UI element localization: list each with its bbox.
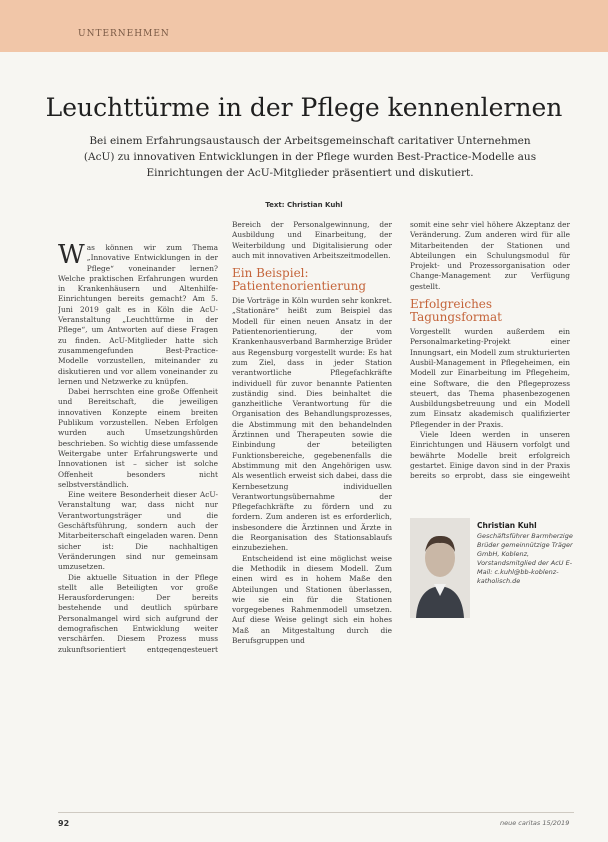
paragraph <box>58 243 218 387</box>
column-3 <box>410 220 570 482</box>
subheading: Ein Beispiel: Patientenorientierung <box>232 266 367 294</box>
section-label: UNTERNEHMEN <box>78 29 170 39</box>
author-text <box>477 521 577 586</box>
footer-divider <box>58 812 574 813</box>
paragraph-text: as können wir zum Thema „Innovative Entwicklungen in der Pflege“ voneinander lernen? Welche praktischen Erfahrungen wurden in Krankenhäusern und Altenhilfe-Einrichtungen bereits gemacht? Am 5. Juni 2019 galt es in Köln die AcU-Veranstaltung „Leuchttürme in der Pflege“, um Antworten auf diese Fragen zu finden. AcU-Mitglieder hatte sich zusammengefunden Best-Practice-Modelle vorzustellen, miteinander zu diskutieren und vor allem voneinander zu lernen und Netzwerke zu knüpfen. <box>58 243 218 386</box>
column-1 <box>58 243 218 653</box>
publication-info: neue caritas 15/2019 <box>500 819 570 827</box>
author-portrait-icon <box>410 518 470 618</box>
page-number: 92 <box>58 819 70 828</box>
column-2 <box>232 220 392 650</box>
header-band <box>0 0 608 52</box>
subheading: Erfolgreiches Tagungsformat <box>410 297 502 325</box>
article-deck: Bei einem Erfahrungsaustausch der Arbeitsgemeinschaft caritativer Unternehmen (AcU) zu innovativen Entwicklungen in der Pflege wurden Best-Practice-Modelle aus Einrichtungen der AcU-Mitglieder präsentiert und diskutiert. <box>83 135 537 179</box>
paragraph: Die Vorträge in Köln wurden sehr konkret. „Stationäre“ heißt zum Beispiel das Modell für einen neuen Ansatz in der Patientenorientierung, der vom Krankenhausverband Barmherzige Brüder aus Regensburg vorgestellt wurde: Es hat zum Ziel, dass in jeder Station verantwortliche Pflegefachkräfte individuell für zuvor benannte Patienten zuständig sind. Dies beinhaltet die ganzheitliche Verantwortung für die Organisation des Behandlungsprozesses, die Abstimmung mit den behandelnden Ärztinnen und Therapeuten sowie die Einbindung der beteiligten Funktionsbereiche, gegebenenfalls die Abstimmung mit den Angehörigen usw. Als wesentlich erweist sich dabei, dass die Kernbesetzung individuellen Verantwortungsübernahme der Pflegefachkräfte zu fördern und zu fordern. Zum anderen ist es erforderlich, insbesondere die Ärztinnen und Ärzte in die Reorganisation des Stationsablaufs einzubeziehen. <box>232 296 392 553</box>
author-name: Christian Kuhl <box>477 521 537 530</box>
paragraph: somit eine sehr viel höhere Akzeptanz der Veränderung. Zum anderen wird für alle Mitarbeitenden der Stationen und Abteilungen ein Schulungsmodul für Projekt- und Prozessorganisation oder Change-Management zur Verfügung gestellt. <box>410 220 570 291</box>
paragraph: Bereich der Personalgewinnung, der Ausbildung und Einarbeitung, der Weiterbildung und Digitalisierung oder auch mit innovativen Arbeitszeitmodellen. <box>232 220 392 260</box>
drop-cap: W <box>58 243 85 270</box>
author-photo <box>410 518 470 618</box>
paragraph: Dabei herrschten eine große Offenheit und Bereitschaft, die jeweiligen innovativen Konzepte einem breiten Publikum vorzustellen. Neben Erfolgen wurden auch Umsetzungshürden beschrieben. So wichtig diese umfassende Weitergabe unter Erfahrungswerte und Innovationen ist – sicher ist solche Offenheit besonders nicht selbstverständlich. <box>58 387 218 489</box>
paragraph: Die aktuelle Situation in der Pflege stellt alle Beteiligten vor große Herausforderungen: Der bereits bestehende und deutlich spürbare Personalmangel wird sich aufgrund der demografischen Entwicklung weiter verschärfen. Diesem Prozess muss zukunftsorientiert entgegengesteuert <box>58 572 218 653</box>
paragraph: Vorgestellt wurden außerdem ein Personalmarketing-Projekt einer Innungsart, ein Modell zum strukturierten Ausbil-Management in Pflegeheimen, ein Modell zur Einarbeitung im Pflegeheim, eine Software, die den Pflegeprozess steuert, das Thema phasenbezogenen Ausbildungsbetreuung und ein Modell zum Einsatz akademisch qualifizierter Pflegender in der Praxis. <box>410 327 570 429</box>
author-bio: Geschäftsführer Barmherzige Brüder gemeinnützige Träger GmbH, Koblenz, Vorstandsmitglied der AcU E-Mail: c.kuhl@bb-koblenz-katholisch.de <box>477 532 573 585</box>
author-box <box>410 518 575 622</box>
paragraph: Entscheidend ist eine möglichst weise die Methodik in diesem Modell. Zum einen wird es in hohem Maße den Abteilungen und Stationen überlassen, wie sie ein für die Stationen vorgegebenes Rahmenmodell umsetzen. Auf diese Weise gelingt sich ein hohes Maß an Mitgestaltung durch die Berufsgruppen und <box>232 553 392 645</box>
byline: Text: Christian Kuhl <box>265 201 343 209</box>
paragraph: Eine weitere Besonderheit dieser AcU-Veranstaltung war, dass nicht nur Verantwortungsträger und die Geschäftsführung, sondern auch der Mitarbeiterschaft eingeladen waren. Denn sicher ist: Die nachhaltigen Veränderungen sind nur gemeinsam umzusetzen. <box>58 490 218 572</box>
paragraph: Viele Ideen werden in unseren Einrichtungen und Häusern vorfolgt und bewährte Modelle breit erfolgreich gestartet. Einige davon sind in der Praxis bereits so erprobt, dass sie eingeweiht <box>410 430 570 481</box>
article-headline: Leuchttürme in der Pflege kennenlernen <box>45 93 563 122</box>
